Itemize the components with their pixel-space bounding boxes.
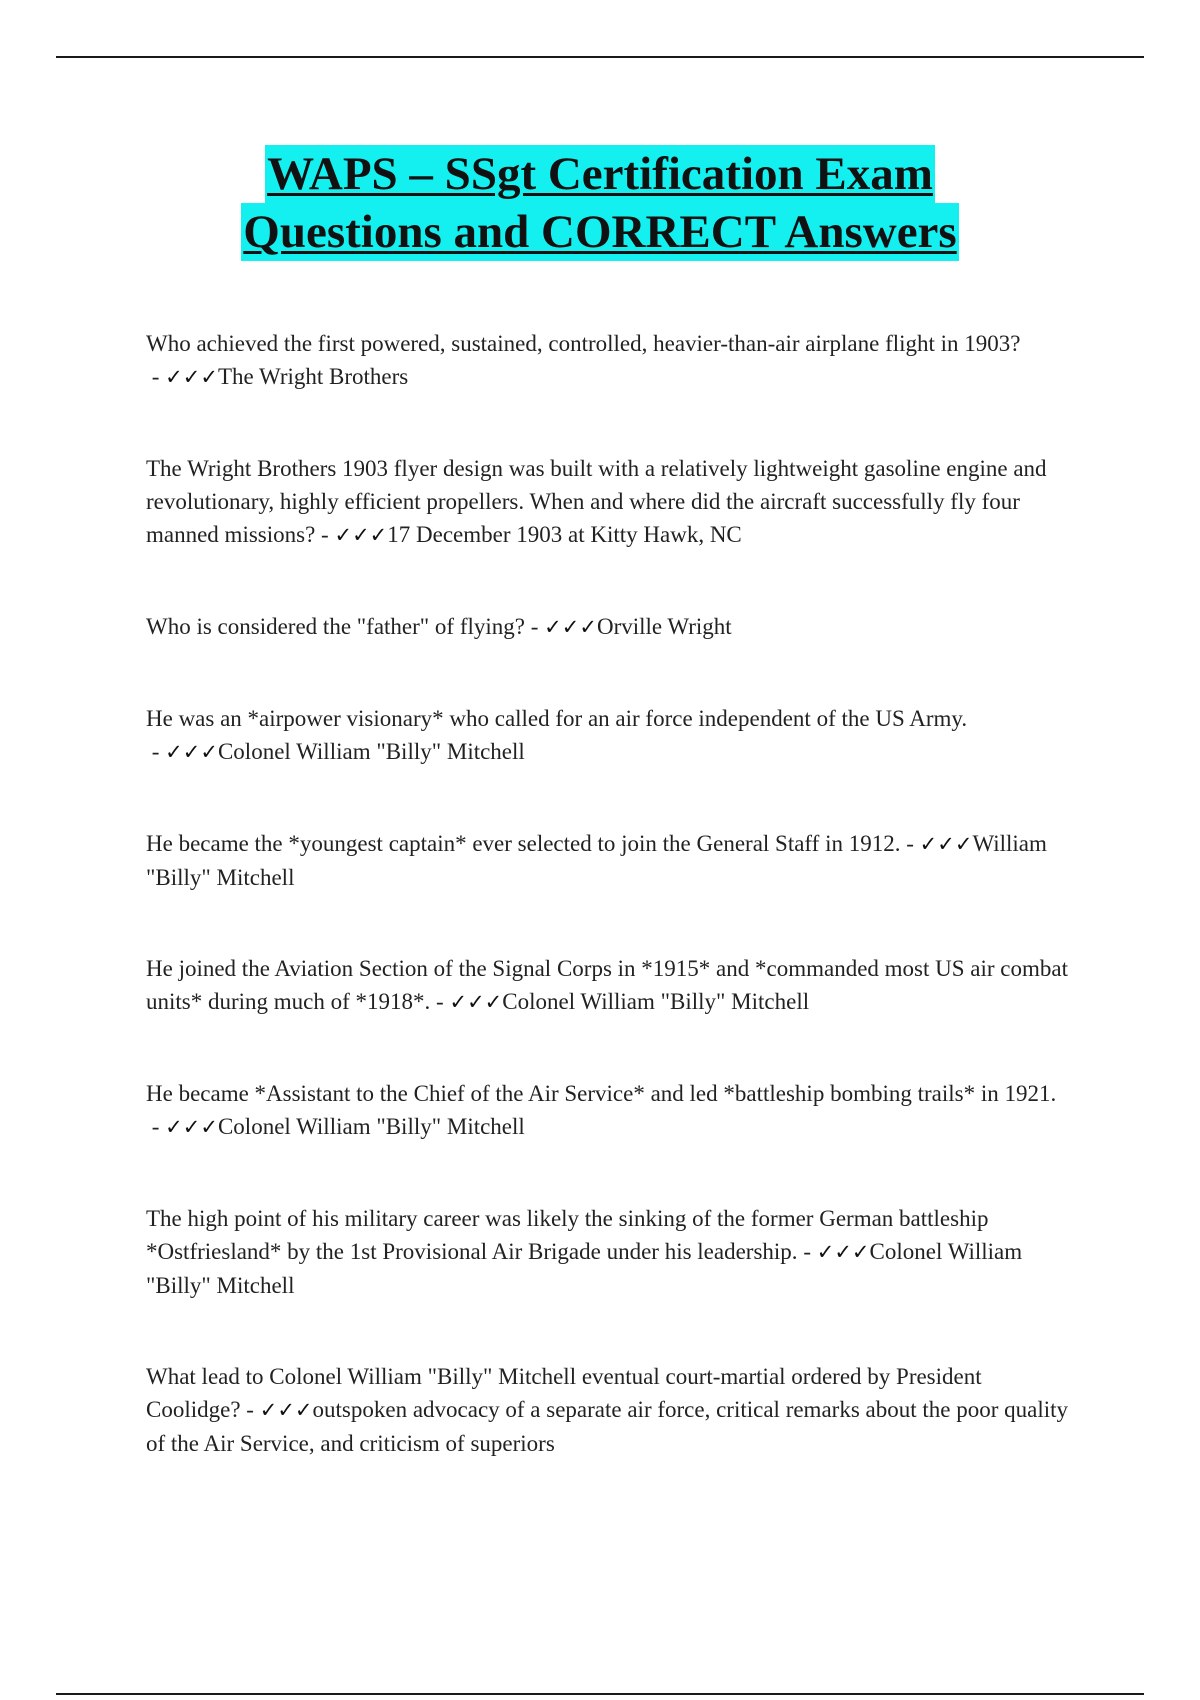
qa-item (146, 452, 1076, 552)
answer-text: outspoken advocacy of a separate air force, critical remarks about the poor quality of the Air Service, and criticism of superiors (146, 1397, 1069, 1456)
check-icon: ✓✓✓ (334, 523, 388, 547)
check-icon: ✓✓✓ (259, 1398, 313, 1422)
separator: - (146, 739, 166, 764)
separator: - (240, 1397, 260, 1422)
separator: - (146, 364, 166, 389)
check-icon: ✓✓✓ (816, 1240, 870, 1264)
question-text: The Wright Brothers 1903 flyer design was built with a relatively lightweight gasoline engine and revolutionary, highly efficient propellers. When and where did the aircraft successfully fly four manned missions? (146, 456, 1047, 547)
separator: - (315, 522, 335, 547)
separator: - (797, 1239, 817, 1264)
question-text: Who achieved the first powered, sustained, controlled, heavier-than-air airplane flight in 1903? (146, 331, 1021, 356)
title-line-1: WAPS – SSgt Certification Exam (265, 145, 935, 203)
qa-item (146, 610, 1076, 644)
answer-text: William "Billy" Mitchell (146, 831, 1047, 890)
top-rule (56, 56, 1144, 58)
answer-text: The Wright Brothers (217, 364, 409, 389)
check-icon: ✓✓✓ (544, 615, 597, 639)
title-line-2: Questions and CORRECT Answers (241, 203, 958, 261)
separator: - (146, 1114, 166, 1139)
question-text: The high point of his military career was likely the sinking of the former German battleship *Ostfriesland* by the 1st Provisional Air Brigade under his leadership. (146, 1206, 989, 1264)
qa-item (146, 827, 1076, 894)
answer-text: Colonel William "Billy" Mitchell (502, 989, 810, 1014)
question-text: He was an *airpower visionary* who called for an air force independent of the US Army. (146, 706, 968, 731)
answer-text: Colonel William "Billy" Mitchell (217, 739, 525, 764)
check-icon: ✓✓✓ (165, 740, 218, 764)
check-icon: ✓✓✓ (919, 832, 973, 856)
qa-item (146, 1360, 1076, 1460)
qa-item (146, 327, 1076, 394)
bottom-rule (56, 1693, 1144, 1695)
separator: - (430, 989, 450, 1014)
check-icon: ✓✓✓ (449, 990, 503, 1014)
qa-item (146, 952, 1076, 1019)
check-icon: ✓✓✓ (165, 1115, 218, 1139)
document-title (0, 145, 1200, 261)
answer-text: Orville Wright (596, 614, 732, 639)
answer-text: Colonel William "Billy" Mitchell (146, 1239, 1023, 1298)
answer-text: Colonel William "Billy" Mitchell (217, 1114, 525, 1139)
separator: - (524, 614, 545, 639)
question-text: He became the *youngest captain* ever selected to join the General Staff in 1912. (146, 831, 901, 856)
question-text: He became *Assistant to the Chief of the Air Service* and led *battleship bombing trails* in 1921. (146, 1081, 1057, 1106)
check-icon: ✓✓✓ (165, 365, 218, 389)
question-text: Who is considered the "father" of flying? (146, 614, 525, 639)
answer-text: 17 December 1903 at Kitty Hawk, NC (387, 522, 742, 547)
qa-list (146, 327, 1076, 1518)
qa-item (146, 702, 1076, 769)
qa-item (146, 1202, 1076, 1302)
separator: - (900, 831, 920, 856)
question-text: He joined the Aviation Section of the Signal Corps in *1915* and *commanded most US air combat units* during much of *1918*. (146, 956, 1068, 1014)
qa-item (146, 1077, 1076, 1144)
question-text: What lead to Colonel William "Billy" Mitchell eventual court-martial ordered by President Coolidge? (146, 1364, 982, 1422)
